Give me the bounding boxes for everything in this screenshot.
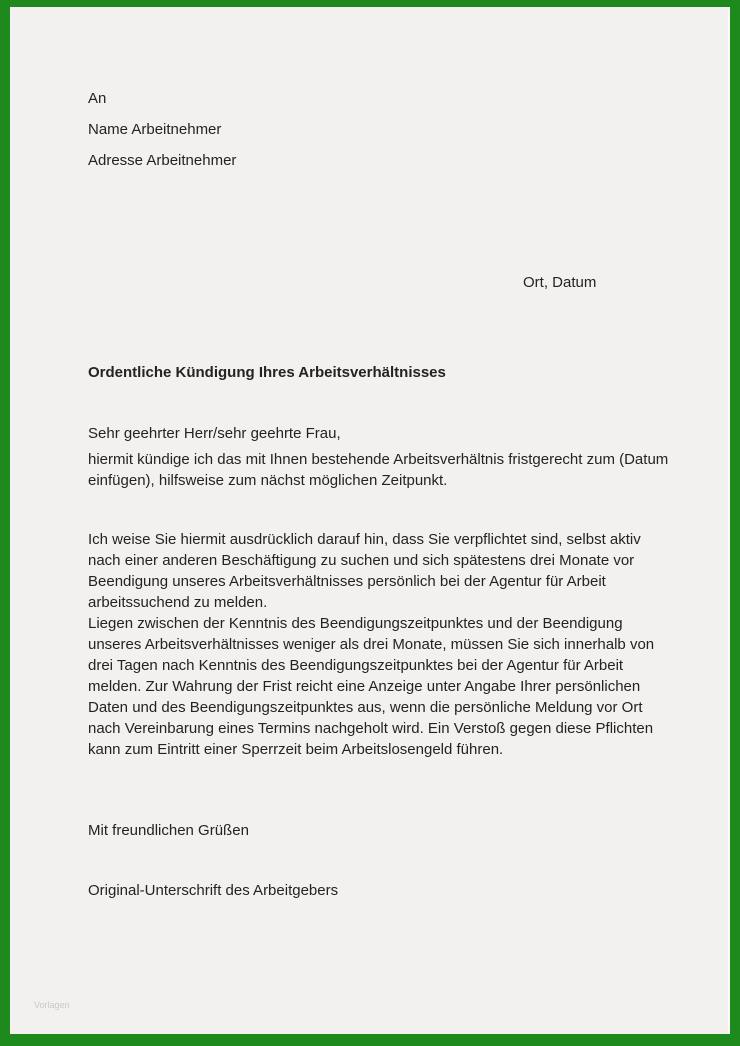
body-paragraph-1: hiermit kündige ich das mit Ihnen bestehende Arbeitsverhältnis fristgerecht zum (Datum einfügen), hilfsweise zum nächst möglichen Zeitpunkt.: [88, 451, 669, 489]
recipient-line-address: Adresse Arbeitnehmer: [88, 152, 237, 169]
letter-sheet: [10, 7, 730, 1034]
closing: Mit freundlichen Grüßen: [88, 822, 249, 839]
recipient-line-an: An: [88, 90, 107, 107]
watermark: Vorlagen: [34, 1000, 70, 1010]
date-line: Ort, Datum: [523, 274, 597, 291]
body-paragraph-3: Liegen zwischen der Kenntnis des Beendigungszeitpunktes und der Beendigung unseres Arbeitsverhältnisses weniger als drei Monate, müssen Sie sich innerhalb von drei Tagen nach Kenntnis des Beendigungszeitpunktes bei der Agentur für Arbeit melden. Zur Wahrung der Frist reicht eine Anzeige unter Angabe Ihrer persönlichen Daten und des Beendigungszeitpunktes aus, wenn die persönliche Meldung vor Ort nach Vereinbarung eines Termins nachgeholt wird. Ein Verstoß gegen diese Pflichten kann zum Eintritt einer Sperrzeit beim Arbeitslosengeld führen.: [88, 615, 655, 758]
salutation: Sehr geehrter Herr/sehr geehrte Frau,: [88, 425, 341, 442]
signature-line: Original-Unterschrift des Arbeitgebers: [88, 882, 339, 899]
body-paragraph-2: Ich weise Sie hiermit ausdrücklich darauf hin, dass Sie verpflichtet sind, selbst aktiv nach einer anderen Beschäftigung zu suchen und sich spätestens drei Monate vor Beendigung unseres Arbeitsverhältnisses persönlich bei der Agentur für Arbeit arbeitssuchend zu melden.: [88, 531, 641, 611]
recipient-line-name: Name Arbeitnehmer: [88, 121, 222, 138]
subject-line: Ordentliche Kündigung Ihres Arbeitsverhältnisses: [88, 364, 446, 381]
